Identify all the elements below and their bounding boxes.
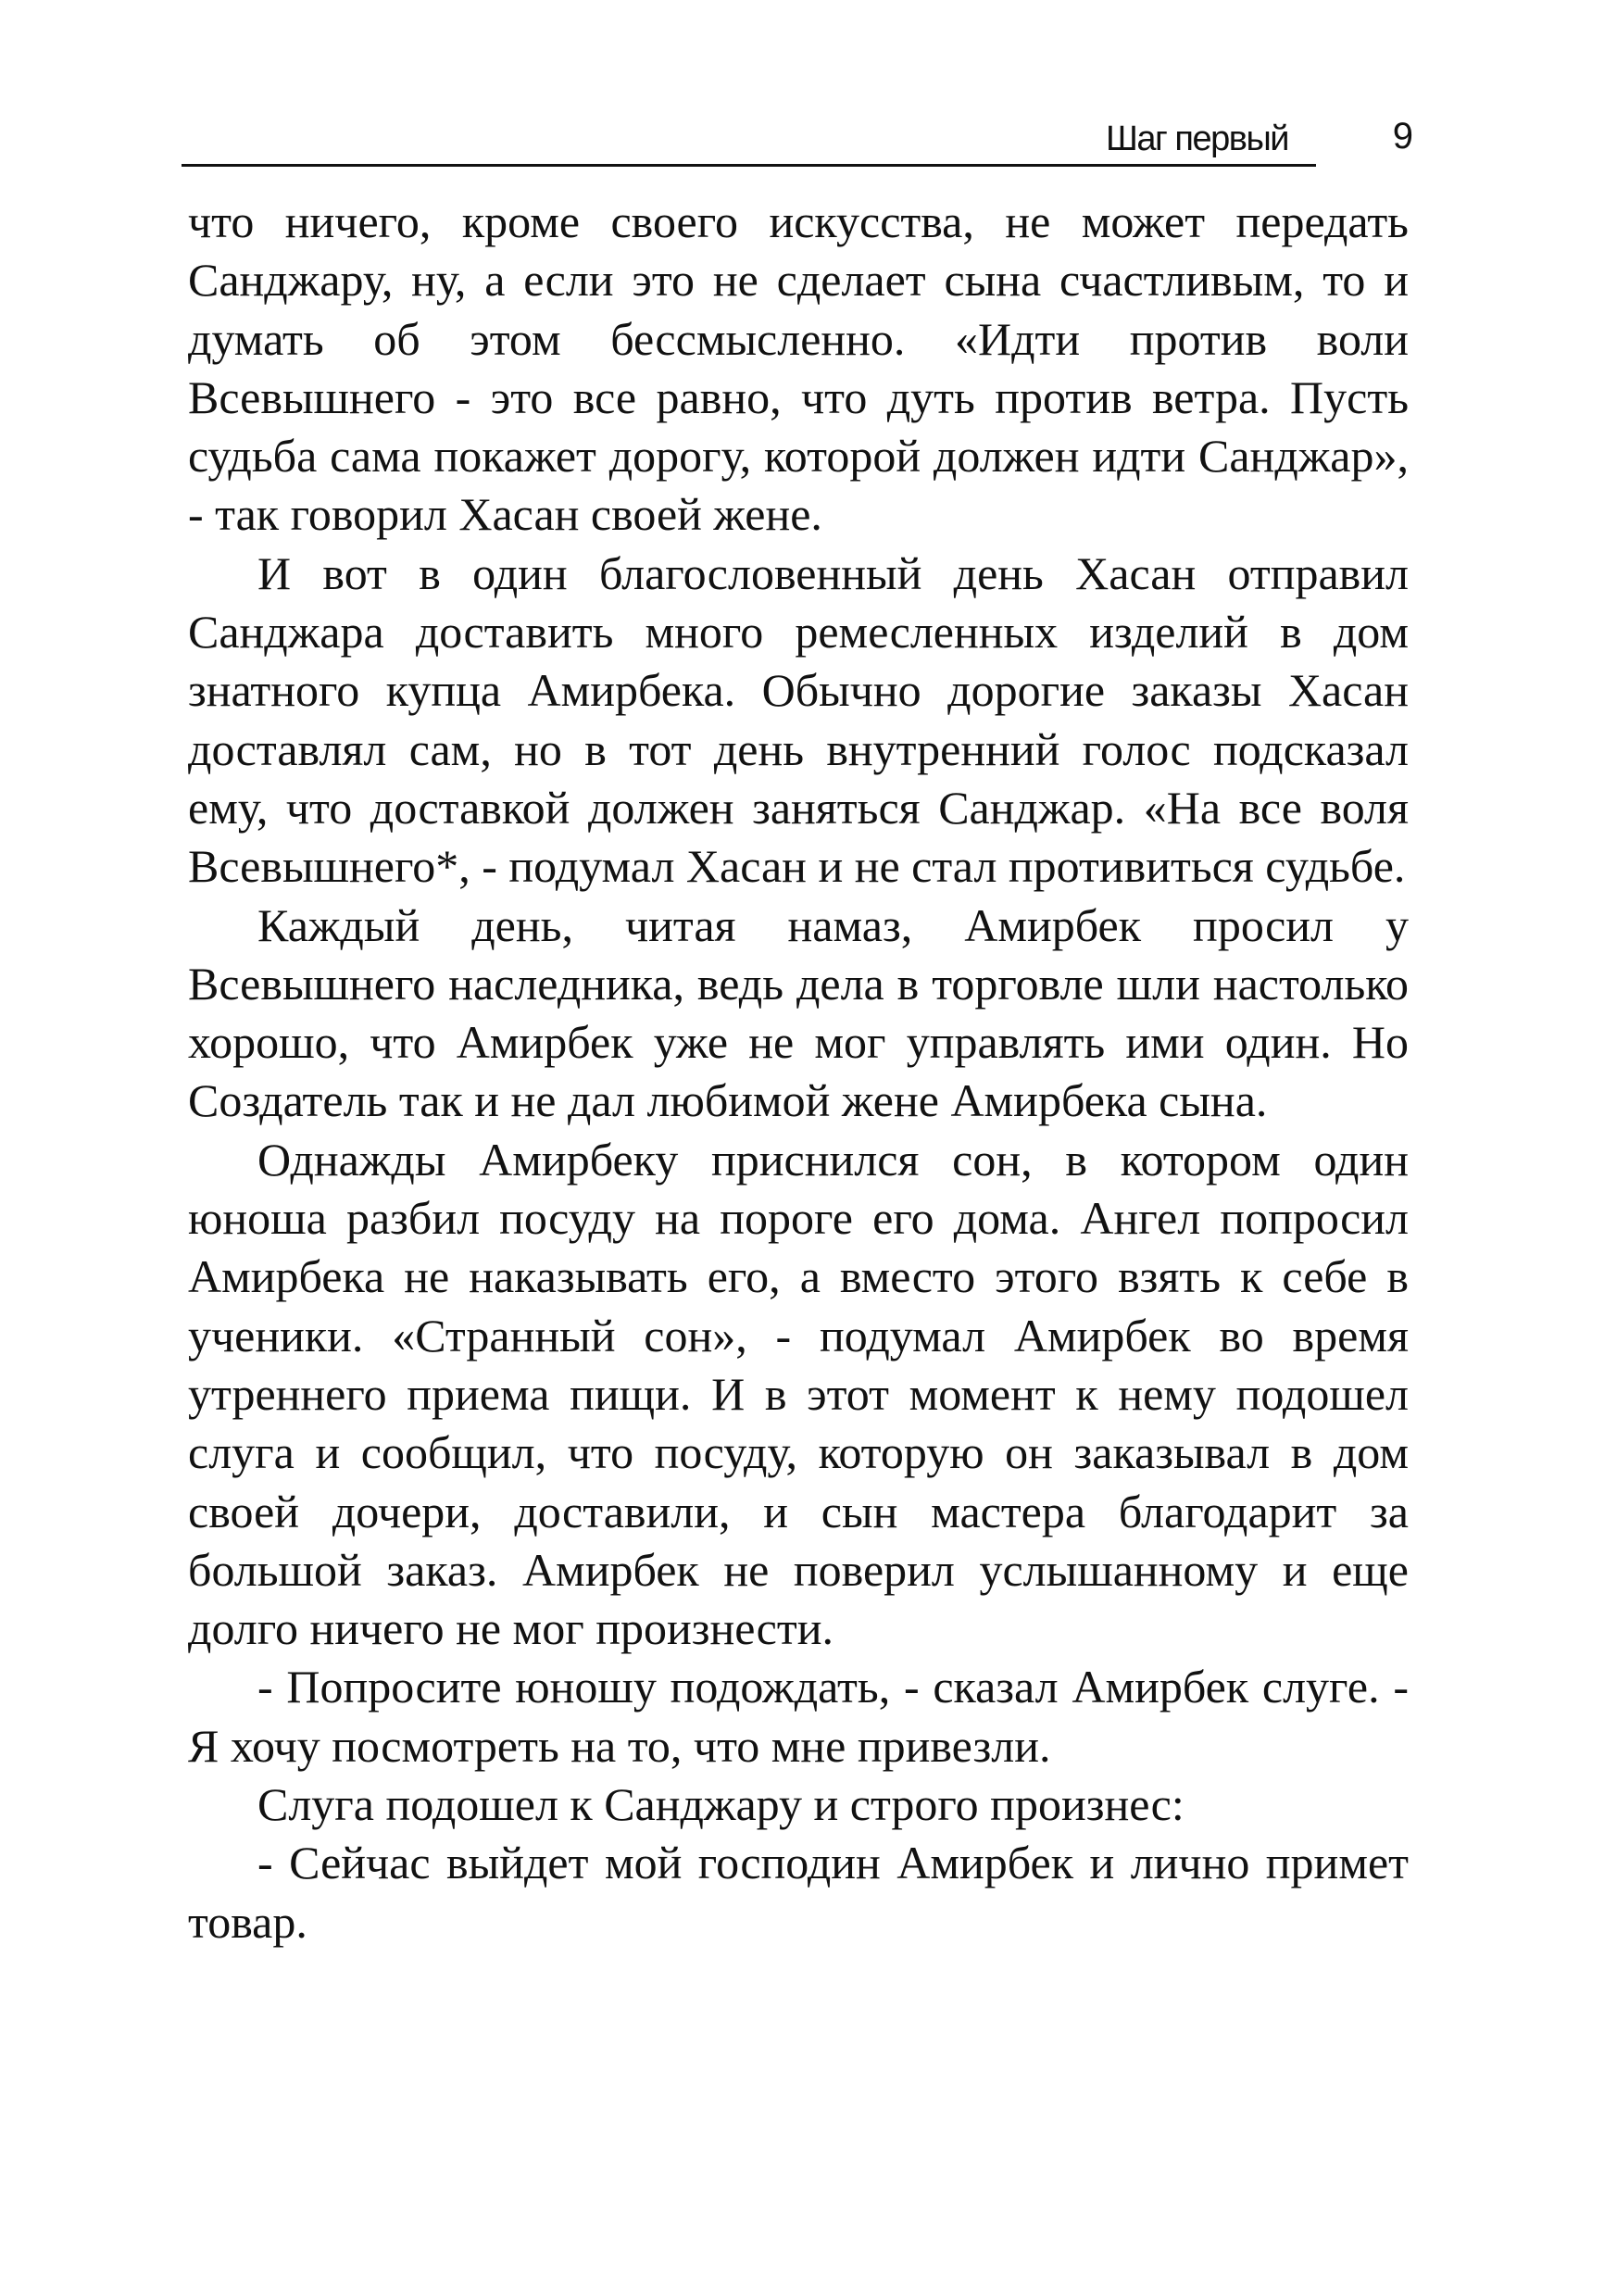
paragraph: И вот в один благословенный день Хасан отправил Санджара доставить много ремесленных изделий в дом знатного купца Амирбека. Обычно дорогие заказы Хасан доставлял сам, но в тот день внутренний голос подсказал ему, что доставкой должен заняться Санджар. «На все воля Всевышнего*, - подумал Хасан и не стал противиться судьбе. (188, 546, 1409, 893)
paragraph: Однажды Амирбеку приснился сон, в котором один юноша разбил посуду на пороге его дома. Ангел попросил Амирбека не наказывать его, а вместо этого взять к себе в ученики. «Странный сон», - подумал Амирбек во время утреннего приема пищи. И в этот момент к нему подошел слуга и сообщил, что посуду, которую он заказывал в дом своей дочери, доставили, и сын мастера благодарит за большой заказ. Амирбек не поверил услышанному и еще долго ничего не мог произнести. (188, 1133, 1409, 1655)
paragraph: Слуга подошел к Санджару и строго произнес: (257, 1778, 1185, 1831)
body-text (188, 193, 1409, 1951)
running-header (182, 115, 1413, 167)
paragraph: Каждый день, читая намаз, Амирбек просил у Всевышнего наследника, ведь дела в торговле шли настолько хорошо, что Амирбек уже не мог управлять ими один. Но Создатель так и не дал любимой жене Амирбека сына. (188, 898, 1409, 1127)
dialogue-line: - Сейчас выйдет мой господин Амирбек и лично примет товар. (188, 1837, 1409, 1948)
page-number: 9 (1392, 116, 1413, 157)
dialogue-line: - Попросите юношу подождать, - сказал Амирбек слуге. - Я хочу посмотреть на то, что мне привезли. (188, 1661, 1409, 1772)
paragraph-continuation: что ничего, кроме своего искусства, не может передать Санджару, ну, а если это не сделает сына счастливым, то и думать об этом бессмысленно. «Идти против воли Всевышнего - это все равно, что дуть против ветра. Пусть судьба сама покажет дорогу, которой должен идти Санджар», - так говорил Хасан своей жене. (188, 195, 1409, 541)
section-title: Шаг первый (1106, 119, 1288, 158)
header-rule (182, 164, 1316, 167)
